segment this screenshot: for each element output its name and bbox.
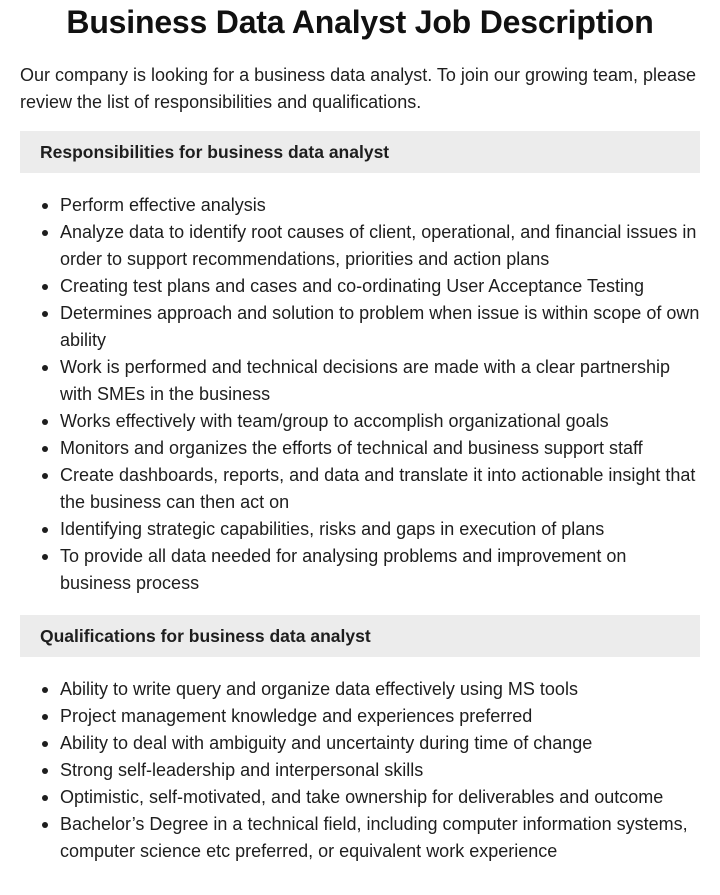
qualifications-list <box>20 676 700 865</box>
list-item: Ability to write query and organize data effectively using MS tools <box>60 676 700 703</box>
intro-paragraph: Our company is looking for a business data analyst. To join our growing team, please review the list of responsibilities and qualifications. <box>20 65 697 112</box>
list-item: Strong self-leadership and interpersonal skills <box>60 757 700 784</box>
list-item: Create dashboards, reports, and data and translate it into actionable insight that the business can then act on <box>60 462 700 516</box>
responsibilities-list <box>20 192 700 597</box>
list-item: Identifying strategic capabilities, risks and gaps in execution of plans <box>60 516 700 543</box>
list-item: Monitors and organizes the efforts of technical and business support staff <box>60 435 700 462</box>
list-item: Ability to deal with ambiguity and uncertainty during time of change <box>60 730 700 757</box>
list-item: Analyze data to identify root causes of client, operational, and financial issues in order to support recommendations, priorities and action plans <box>60 219 700 273</box>
qualifications-heading: Qualifications for business data analyst <box>20 615 700 657</box>
list-item: Creating test plans and cases and co-ordinating User Acceptance Testing <box>60 273 700 300</box>
list-item: Perform effective analysis <box>60 192 700 219</box>
list-item: Works effectively with team/group to accomplish organizational goals <box>60 408 700 435</box>
list-item: To provide all data needed for analysing problems and improvement on business process <box>60 543 700 597</box>
responsibilities-heading: Responsibilities for business data analyst <box>20 131 700 173</box>
list-item: Work is performed and technical decisions are made with a clear partnership with SMEs in the business <box>60 354 700 408</box>
list-item: Bachelor’s Degree in a technical field, including computer information systems, computer science etc preferred, or equivalent work experience <box>60 811 700 865</box>
list-item: Determines approach and solution to problem when issue is within scope of own ability <box>60 300 700 354</box>
list-item: Project management knowledge and experiences preferred <box>60 703 700 730</box>
page-title: Business Data Analyst Job Description <box>66 4 654 40</box>
list-item: Optimistic, self-motivated, and take ownership for deliverables and outcome <box>60 784 700 811</box>
